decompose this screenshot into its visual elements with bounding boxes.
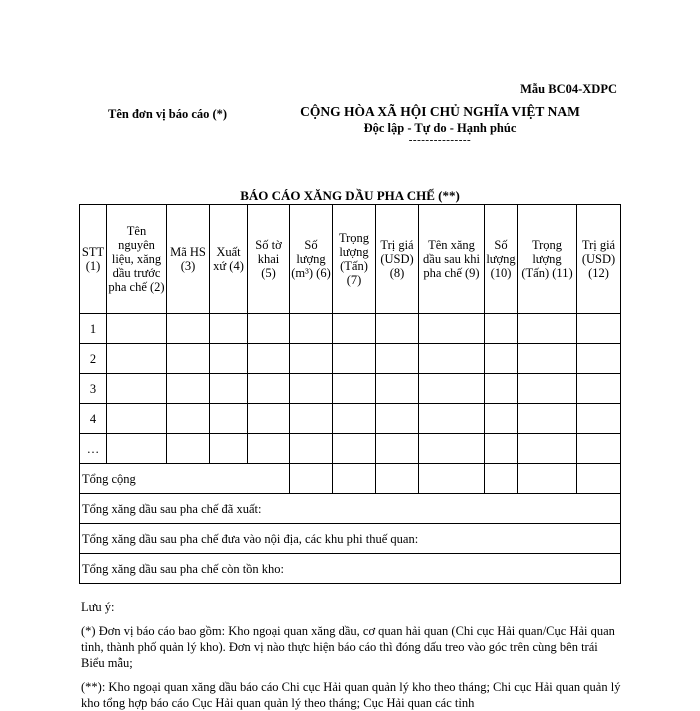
table-cell	[376, 404, 419, 434]
table-cell	[518, 344, 577, 374]
column-header: Tên xăng dầu sau khi pha chế (9)	[419, 205, 485, 314]
summary-label: Tổng xăng dầu sau pha chế còn tồn kho:	[80, 554, 621, 584]
table-cell	[210, 404, 248, 434]
report-title: BÁO CÁO XĂNG DẦU PHA CHẾ (**)	[240, 188, 460, 203]
row-number: 1	[80, 314, 107, 344]
table-cell	[167, 404, 210, 434]
row-number: …	[80, 434, 107, 464]
table-cell	[210, 344, 248, 374]
column-header: Trọng lượng (Tấn) (11)	[518, 205, 577, 314]
table-cell	[485, 344, 518, 374]
table-cell	[518, 434, 577, 464]
table-cell	[290, 374, 333, 404]
table-cell	[210, 314, 248, 344]
table-cell	[167, 314, 210, 344]
table-cell	[290, 464, 333, 494]
column-header: Số lượng (10)	[485, 205, 518, 314]
table-cell	[518, 314, 577, 344]
row-number: 4	[80, 404, 107, 434]
table-cell	[577, 374, 621, 404]
table-cell	[419, 434, 485, 464]
table-cell	[419, 344, 485, 374]
table-cell	[485, 314, 518, 344]
table-cell	[577, 464, 621, 494]
table-cell	[290, 404, 333, 434]
table-cell	[290, 344, 333, 374]
table-cell	[518, 374, 577, 404]
column-header: Số lượng (m³) (6)	[290, 205, 333, 314]
form-code: Mẫu BC04-XDPC	[520, 82, 617, 96]
table-cell	[577, 404, 621, 434]
notes-section	[81, 599, 621, 711]
column-header: Số tờ khai (5)	[248, 205, 290, 314]
table-cell	[577, 314, 621, 344]
table-row	[80, 344, 621, 374]
table-cell	[376, 344, 419, 374]
row-number: 2	[80, 344, 107, 374]
reporting-unit-label: Tên đơn vị báo cáo (*)	[108, 107, 228, 121]
column-header: Trị giá (USD) (12)	[577, 205, 621, 314]
table-cell	[167, 374, 210, 404]
table-cell	[485, 464, 518, 494]
total-row	[80, 464, 621, 494]
table-cell	[485, 434, 518, 464]
table-cell	[210, 434, 248, 464]
national-header	[280, 104, 600, 146]
table-cell	[419, 314, 485, 344]
table-cell	[333, 404, 376, 434]
table-cell	[376, 314, 419, 344]
notes-heading: Lưu ý:	[81, 600, 115, 614]
table-row	[80, 374, 621, 404]
table-cell	[419, 374, 485, 404]
table-cell	[333, 314, 376, 344]
table-cell	[107, 404, 167, 434]
column-header: Trị giá (USD) (8)	[376, 205, 419, 314]
table-cell	[376, 464, 419, 494]
table-cell	[107, 314, 167, 344]
note-2: (**): Kho ngoại quan xăng dầu báo cáo Chi cục Hải quan quản lý kho theo tháng; Chi cục Hải quan quản lý kho tổng hợp báo cáo Cục Hải quan quản lý theo tháng; Cục Hải quan các tỉnh	[81, 680, 621, 710]
table-cell	[248, 434, 290, 464]
table-cell	[419, 404, 485, 434]
row-number: 3	[80, 374, 107, 404]
table-cell	[107, 344, 167, 374]
table-cell	[248, 344, 290, 374]
note-1: (*) Đơn vị báo cáo bao gồm: Kho ngoại quan xăng dầu, cơ quan hải quan (Chi cục Hải quan/Cục Hải quan tỉnh, thành phố quản lý kho). Đơn vị nào thực hiện báo cáo thì đóng dấu treo vào góc trên cùng bên trái Biểu mẫu;	[81, 624, 615, 670]
table-cell	[376, 374, 419, 404]
table-cell	[577, 434, 621, 464]
table-cell	[577, 344, 621, 374]
national-title: CỘNG HÒA XÃ HỘI CHỦ NGHĨA VIỆT NAM	[300, 104, 580, 119]
total-label: Tổng cộng	[80, 464, 290, 494]
table-row	[80, 434, 621, 464]
table-cell	[290, 434, 333, 464]
motto-rule: ---------------	[408, 134, 472, 146]
table-header-row	[80, 205, 621, 314]
table-cell	[167, 434, 210, 464]
summary-label: Tổng xăng dầu sau pha chế đã xuất:	[80, 494, 621, 524]
table-cell	[248, 314, 290, 344]
column-header: Trọng lượng (Tấn) (7)	[333, 205, 376, 314]
table-cell	[376, 434, 419, 464]
table-cell	[248, 374, 290, 404]
motto: Độc lập - Tự do - Hạnh phúc	[363, 121, 517, 135]
table-cell	[210, 374, 248, 404]
column-header: Xuất xứ (4)	[210, 205, 248, 314]
table-cell	[518, 404, 577, 434]
summary-row-inventory	[80, 554, 621, 584]
summary-label: Tổng xăng dầu sau pha chế đưa vào nội địa, các khu phi thuế quan:	[80, 524, 621, 554]
column-header: Mã HS (3)	[167, 205, 210, 314]
table-cell	[167, 344, 210, 374]
table-cell	[290, 314, 333, 344]
table-cell	[333, 464, 376, 494]
table-cell	[419, 464, 485, 494]
table-cell	[518, 464, 577, 494]
report-table	[79, 204, 621, 584]
table-cell	[333, 344, 376, 374]
summary-row-domestic	[80, 524, 621, 554]
column-header: STT (1)	[80, 205, 107, 314]
table-cell	[248, 404, 290, 434]
table-cell	[333, 374, 376, 404]
table-cell	[107, 434, 167, 464]
summary-row-exported	[80, 494, 621, 524]
table-row	[80, 314, 621, 344]
table-cell	[333, 434, 376, 464]
table-cell	[107, 374, 167, 404]
table-row	[80, 404, 621, 434]
table-cell	[485, 374, 518, 404]
table-cell	[485, 404, 518, 434]
column-header: Tên nguyên liệu, xăng dầu trước pha chế (2)	[107, 205, 167, 314]
